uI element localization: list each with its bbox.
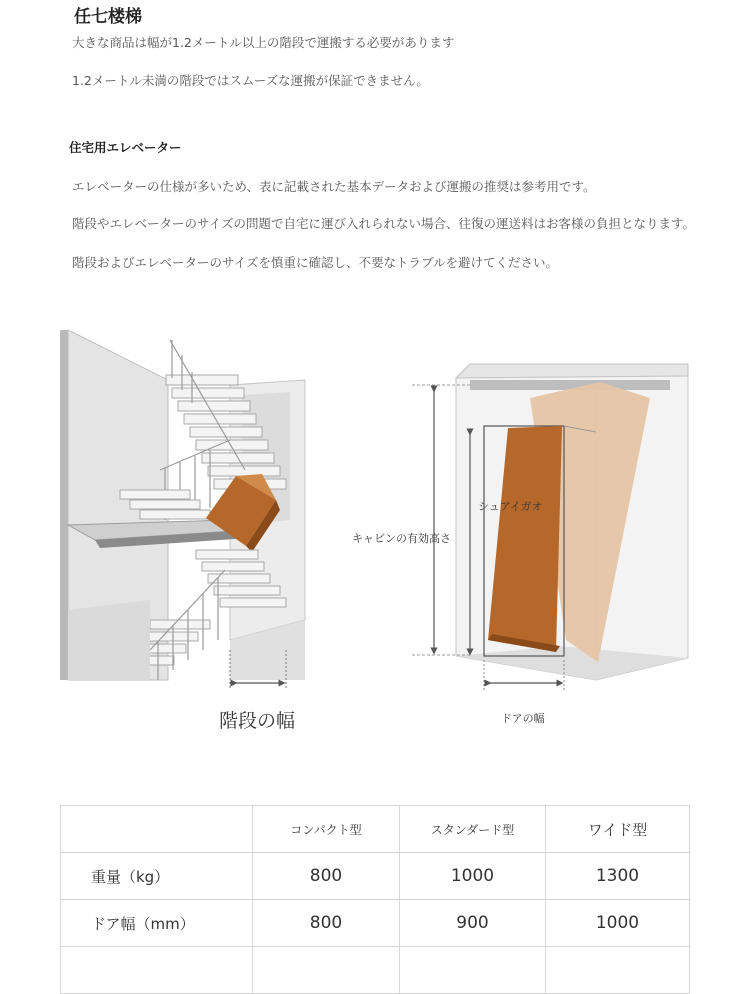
table-row xyxy=(61,947,690,994)
stair-width-caption: 階段の幅 xyxy=(219,710,296,732)
table-cell: 800 xyxy=(253,900,400,947)
row-label xyxy=(61,947,253,994)
table-header-cell xyxy=(61,806,253,853)
table-header-cell: コンパクト型 xyxy=(253,806,400,853)
table-header-row xyxy=(61,806,690,853)
table-header-cell: スタンダード型 xyxy=(400,806,546,853)
table-cell: 1300 xyxy=(546,853,690,900)
elevator-drawing xyxy=(412,364,688,690)
table-cell: 1000 xyxy=(400,853,546,900)
table-header-cell: ワイド型 xyxy=(546,806,690,853)
row-label: ドア幅（mm） xyxy=(61,900,253,947)
door-width-label: ドアの幅 xyxy=(501,712,545,725)
table-cell xyxy=(253,947,400,994)
cabin-height-label: キャビンの有効高さ xyxy=(352,532,451,545)
elevator-note-2: 階段やエレベーターのサイズの問題で自宅に運び入れられない場合、往復の運送料はお客様の負担となります。 xyxy=(72,216,696,231)
table-row xyxy=(61,853,690,900)
staircase-drawing xyxy=(60,330,305,690)
row-label: 重量（kg） xyxy=(61,853,253,900)
stairs-note-1: 大きな商品は幅が1.2メートル以上の階段で運搬する必要があります xyxy=(72,35,455,50)
page-title: 任七楼梯 xyxy=(74,7,142,27)
elevator-note-1: エレベーターの仕様が多いため、表に記載された基本データおよび運搬の推奨は参考用です。 xyxy=(72,179,596,194)
elevator-note-3: 階段およびエレベーターのサイズを慎重に確認し、不要なトラブルを避けてください。 xyxy=(72,255,559,270)
table-cell: 800 xyxy=(253,853,400,900)
table-row xyxy=(61,900,690,947)
table-cell xyxy=(400,947,546,994)
table-cell: 1000 xyxy=(546,900,690,947)
stairs-note-2: 1.2メートル未満の階段ではスムーズな運搬が保証できません。 xyxy=(72,73,429,88)
diagonal-label: シュアイガオ xyxy=(478,500,543,513)
table-cell: 900 xyxy=(400,900,546,947)
elevator-spec-table xyxy=(60,805,690,994)
table-cell xyxy=(546,947,690,994)
elevator-heading: 住宅用エレベーター xyxy=(69,140,182,155)
